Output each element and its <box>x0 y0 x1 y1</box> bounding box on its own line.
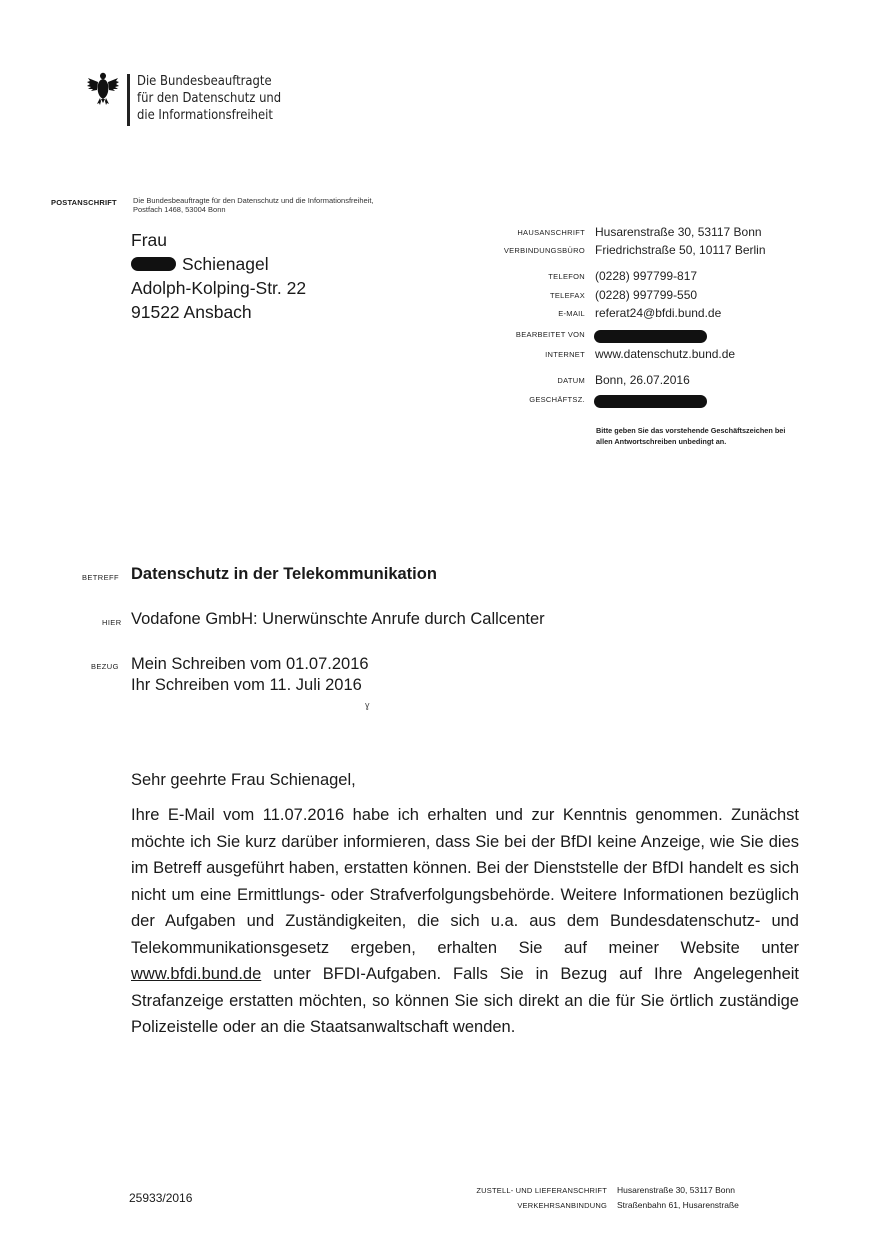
info-label: TELEFON <box>548 272 585 281</box>
hint-line: Bitte geben Sie das vorstehende Geschäftszeichen bei <box>596 426 786 435</box>
footer-value: Straßenbahn 61, Husarenstraße <box>617 1200 739 1210</box>
info-value: Bonn, 26.07.2016 <box>595 373 690 387</box>
info-label: GESCHÄFTSZ. <box>529 395 585 404</box>
info-row-telefon <box>470 269 890 287</box>
postal-label: POSTANSCHRIFT <box>51 198 117 207</box>
info-label: VERBINDUNGSBÜRO <box>503 246 585 255</box>
info-row-datum <box>470 373 890 391</box>
info-label: E-MAIL <box>558 309 585 318</box>
info-value: (0228) 997799-550 <box>595 288 698 302</box>
info-value: Husarenstraße 30, 53117 Bonn <box>595 225 762 239</box>
footer-label: VERKEHRSANBINDUNG <box>517 1201 607 1210</box>
info-value: referat24@bfdi.bund.de <box>595 306 722 320</box>
recipient-street: Adolph-Kolping-Str. 22 <box>131 278 307 298</box>
recipient-address <box>131 228 306 324</box>
recipient-surname: Schienagel <box>182 254 269 274</box>
recipient-salutation: Frau <box>131 230 167 250</box>
info-value: (0228) 997799-817 <box>595 269 698 283</box>
reference-hint <box>596 425 785 447</box>
info-label: DATUM <box>557 376 585 385</box>
postal-line: Die Bundesbeauftragte für den Datenschutz und die Informationsfreiheit, <box>133 196 374 205</box>
footer-value: Husarenstraße 30, 53117 Bonn <box>617 1185 735 1195</box>
postal-return-address <box>133 196 374 214</box>
info-row-telefax <box>470 288 890 306</box>
info-value: Friedrichstraße 50, 10117 Berlin <box>595 243 766 257</box>
body-text-part: Ihre E-Mail vom 11.07.2016 habe ich erhalten und zur Kenntnis genommen. Zunächst möchte ich Sie kurz darüber informieren, dass Sie bei der BfDI keine Anzeige, wie Sie dies im Betreff ausgeführt haben, erstatten können. Bei der Dienststelle der BfDI handelt es sich nicht um eine Ermittlungs- oder Strafverfolgungsbehörde. Weitere Informationen bezüglich der Aufgaben und Zuständigkeiten, die sich u.a. aus dem Bundesdatenschutz- und Telekommunikationsgesetz ergeben, erhalten Sie auf meiner Website unter <box>131 806 799 957</box>
bezug-label: BEZUG <box>91 662 119 671</box>
subject-detail: Vodafone GmbH: Unerwünschte Anrufe durch Callcenter <box>131 610 545 628</box>
letterhead-rule <box>127 74 130 126</box>
info-label: HAUSANSCHRIFT <box>517 228 585 237</box>
info-label: TELEFAX <box>549 291 585 300</box>
hier-label: HIER <box>102 618 122 627</box>
info-row-email <box>470 306 890 324</box>
footer-label: ZUSTELL- UND LIEFERANSCHRIFT <box>476 1186 607 1195</box>
letter-body <box>131 802 799 1041</box>
authority-name <box>137 73 305 124</box>
info-row-hausanschrift <box>470 225 890 243</box>
footer-row-zustell <box>440 1184 860 1199</box>
federal-eagle-icon <box>86 70 120 106</box>
info-row-bearbeitet <box>470 327 890 345</box>
hint-line: allen Antwortschreiben unbedingt an. <box>596 437 727 446</box>
info-row-geschaeftsz <box>470 392 890 410</box>
redaction-bar <box>594 395 707 408</box>
authority-line: Die Bundesbeauftragte <box>137 73 272 89</box>
info-row-verbindungsbuero <box>470 243 890 261</box>
reference-line: Mein Schreiben vom 01.07.2016 <box>131 655 369 673</box>
recipient-city: 91522 Ansbach <box>131 302 252 322</box>
reference-line: Ihr Schreiben vom 11. Juli 2016 <box>131 676 362 694</box>
recipient-name-line <box>131 252 306 276</box>
letter-salutation: Sehr geehrte Frau Schienagel, <box>131 771 356 789</box>
info-row-internet <box>470 347 890 365</box>
subject-title: Datenschutz in der Telekommunikation <box>131 565 437 583</box>
reference-lines <box>131 654 369 696</box>
info-label: INTERNET <box>545 350 585 359</box>
postal-line: Postfach 1468, 53004 Bonn <box>133 205 226 214</box>
redaction-bar <box>594 330 707 343</box>
betreff-label: BETREFF <box>82 573 119 582</box>
body-text-part: unter BFDI-Aufgaben. Falls Sie in Bezug auf Ihre Angelegenheit Strafanzeige erstatten möchten, so können Sie sich direkt an die für Sie örtlich zuständige Polizeistelle oder an die Staatsanwaltschaft wenden. <box>131 965 799 1036</box>
authority-line: die Informationsfreiheit <box>137 107 273 123</box>
margin-mark: ɣ <box>365 700 370 710</box>
authority-line: für den Datenschutz und <box>137 90 282 106</box>
footer-row-verkehr <box>440 1199 860 1214</box>
info-value: www.datenschutz.bund.de <box>595 347 736 361</box>
info-label: BEARBEITET VON <box>515 330 585 339</box>
document-reference: 25933/2016 <box>129 1191 193 1205</box>
website-link[interactable]: www.bfdi.bund.de <box>131 965 262 983</box>
redaction-bar <box>131 257 176 271</box>
footer-info <box>440 1184 860 1214</box>
